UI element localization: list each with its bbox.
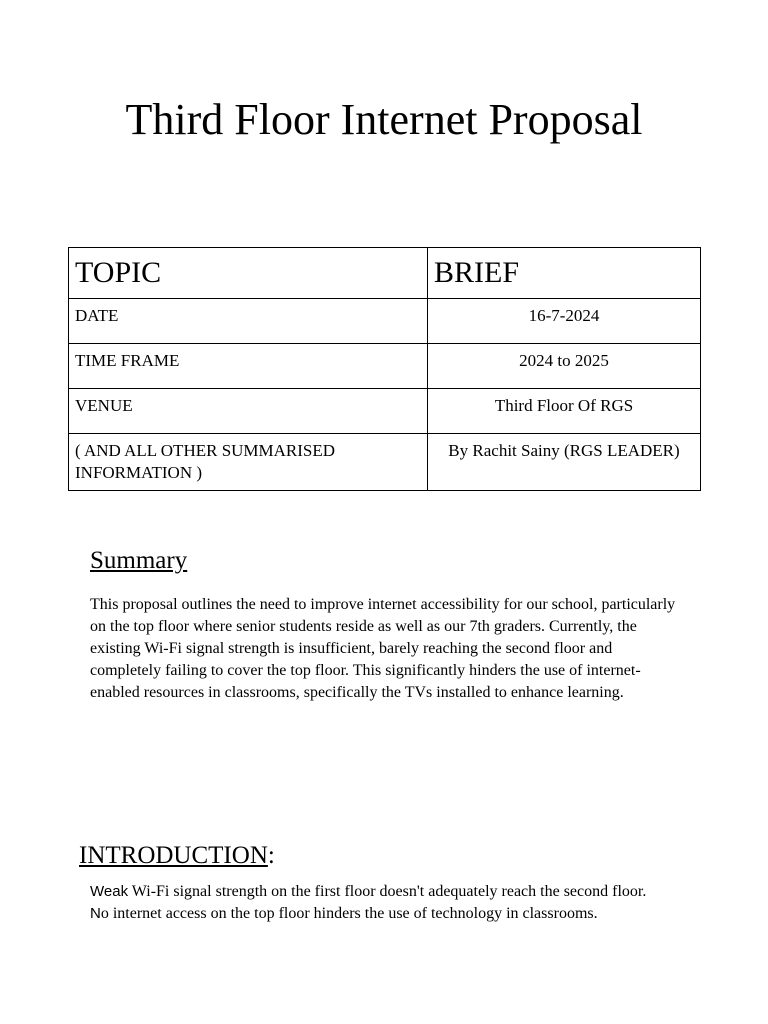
row-value-time-frame: 2024 to 2025	[428, 344, 701, 389]
info-table	[68, 247, 701, 491]
intro-line2-rest: o internet access on the top floor hinders the use of technology in classrooms.	[100, 905, 598, 922]
table-header-topic: TOPIC	[69, 248, 428, 299]
table-row	[69, 299, 701, 344]
intro-line1-rest: Wi-Fi signal strength on the first floor doesn't adequately reach the second floor.	[128, 883, 647, 900]
table-row	[69, 389, 701, 434]
introduction-heading	[79, 841, 275, 871]
introduction-heading-text: INTRODUCTION	[79, 842, 268, 869]
row-label-date: DATE	[69, 299, 428, 344]
summary-paragraph: This proposal outlines the need to improve internet accessibility for our school, particularly on the top floor where senior students reside as well as our 7th graders. Currently, the existing Wi-Fi signal strength is insufficient, barely reaching the second floor and completely failing to cover the top floor. This significantly hinders the use of internet-enabled resources in classrooms, specifically the TVs installed to enhance learning.	[90, 596, 676, 701]
introduction-paragraph	[90, 881, 690, 925]
row-label-other-info: ( AND ALL OTHER SUMMARISED INFORMATION )	[69, 434, 428, 491]
summary-heading: Summary	[90, 547, 188, 574]
row-label-venue: VENUE	[69, 389, 428, 434]
table-header-brief: BRIEF	[428, 248, 701, 299]
table-row	[69, 344, 701, 389]
intro-line1-lead: Weak	[90, 883, 129, 900]
document-title: Third Floor Internet Proposal	[125, 95, 643, 144]
introduction-heading-colon: :	[267, 842, 275, 869]
row-value-venue: Third Floor Of RGS	[428, 389, 701, 434]
intro-line2-lead: N	[90, 905, 101, 922]
table-row	[69, 434, 701, 491]
row-value-date: 16-7-2024	[428, 299, 701, 344]
table-header-row	[69, 248, 701, 299]
row-label-time-frame: TIME FRAME	[69, 344, 428, 389]
row-value-author: By Rachit Sainy (RGS LEADER)	[428, 434, 701, 491]
